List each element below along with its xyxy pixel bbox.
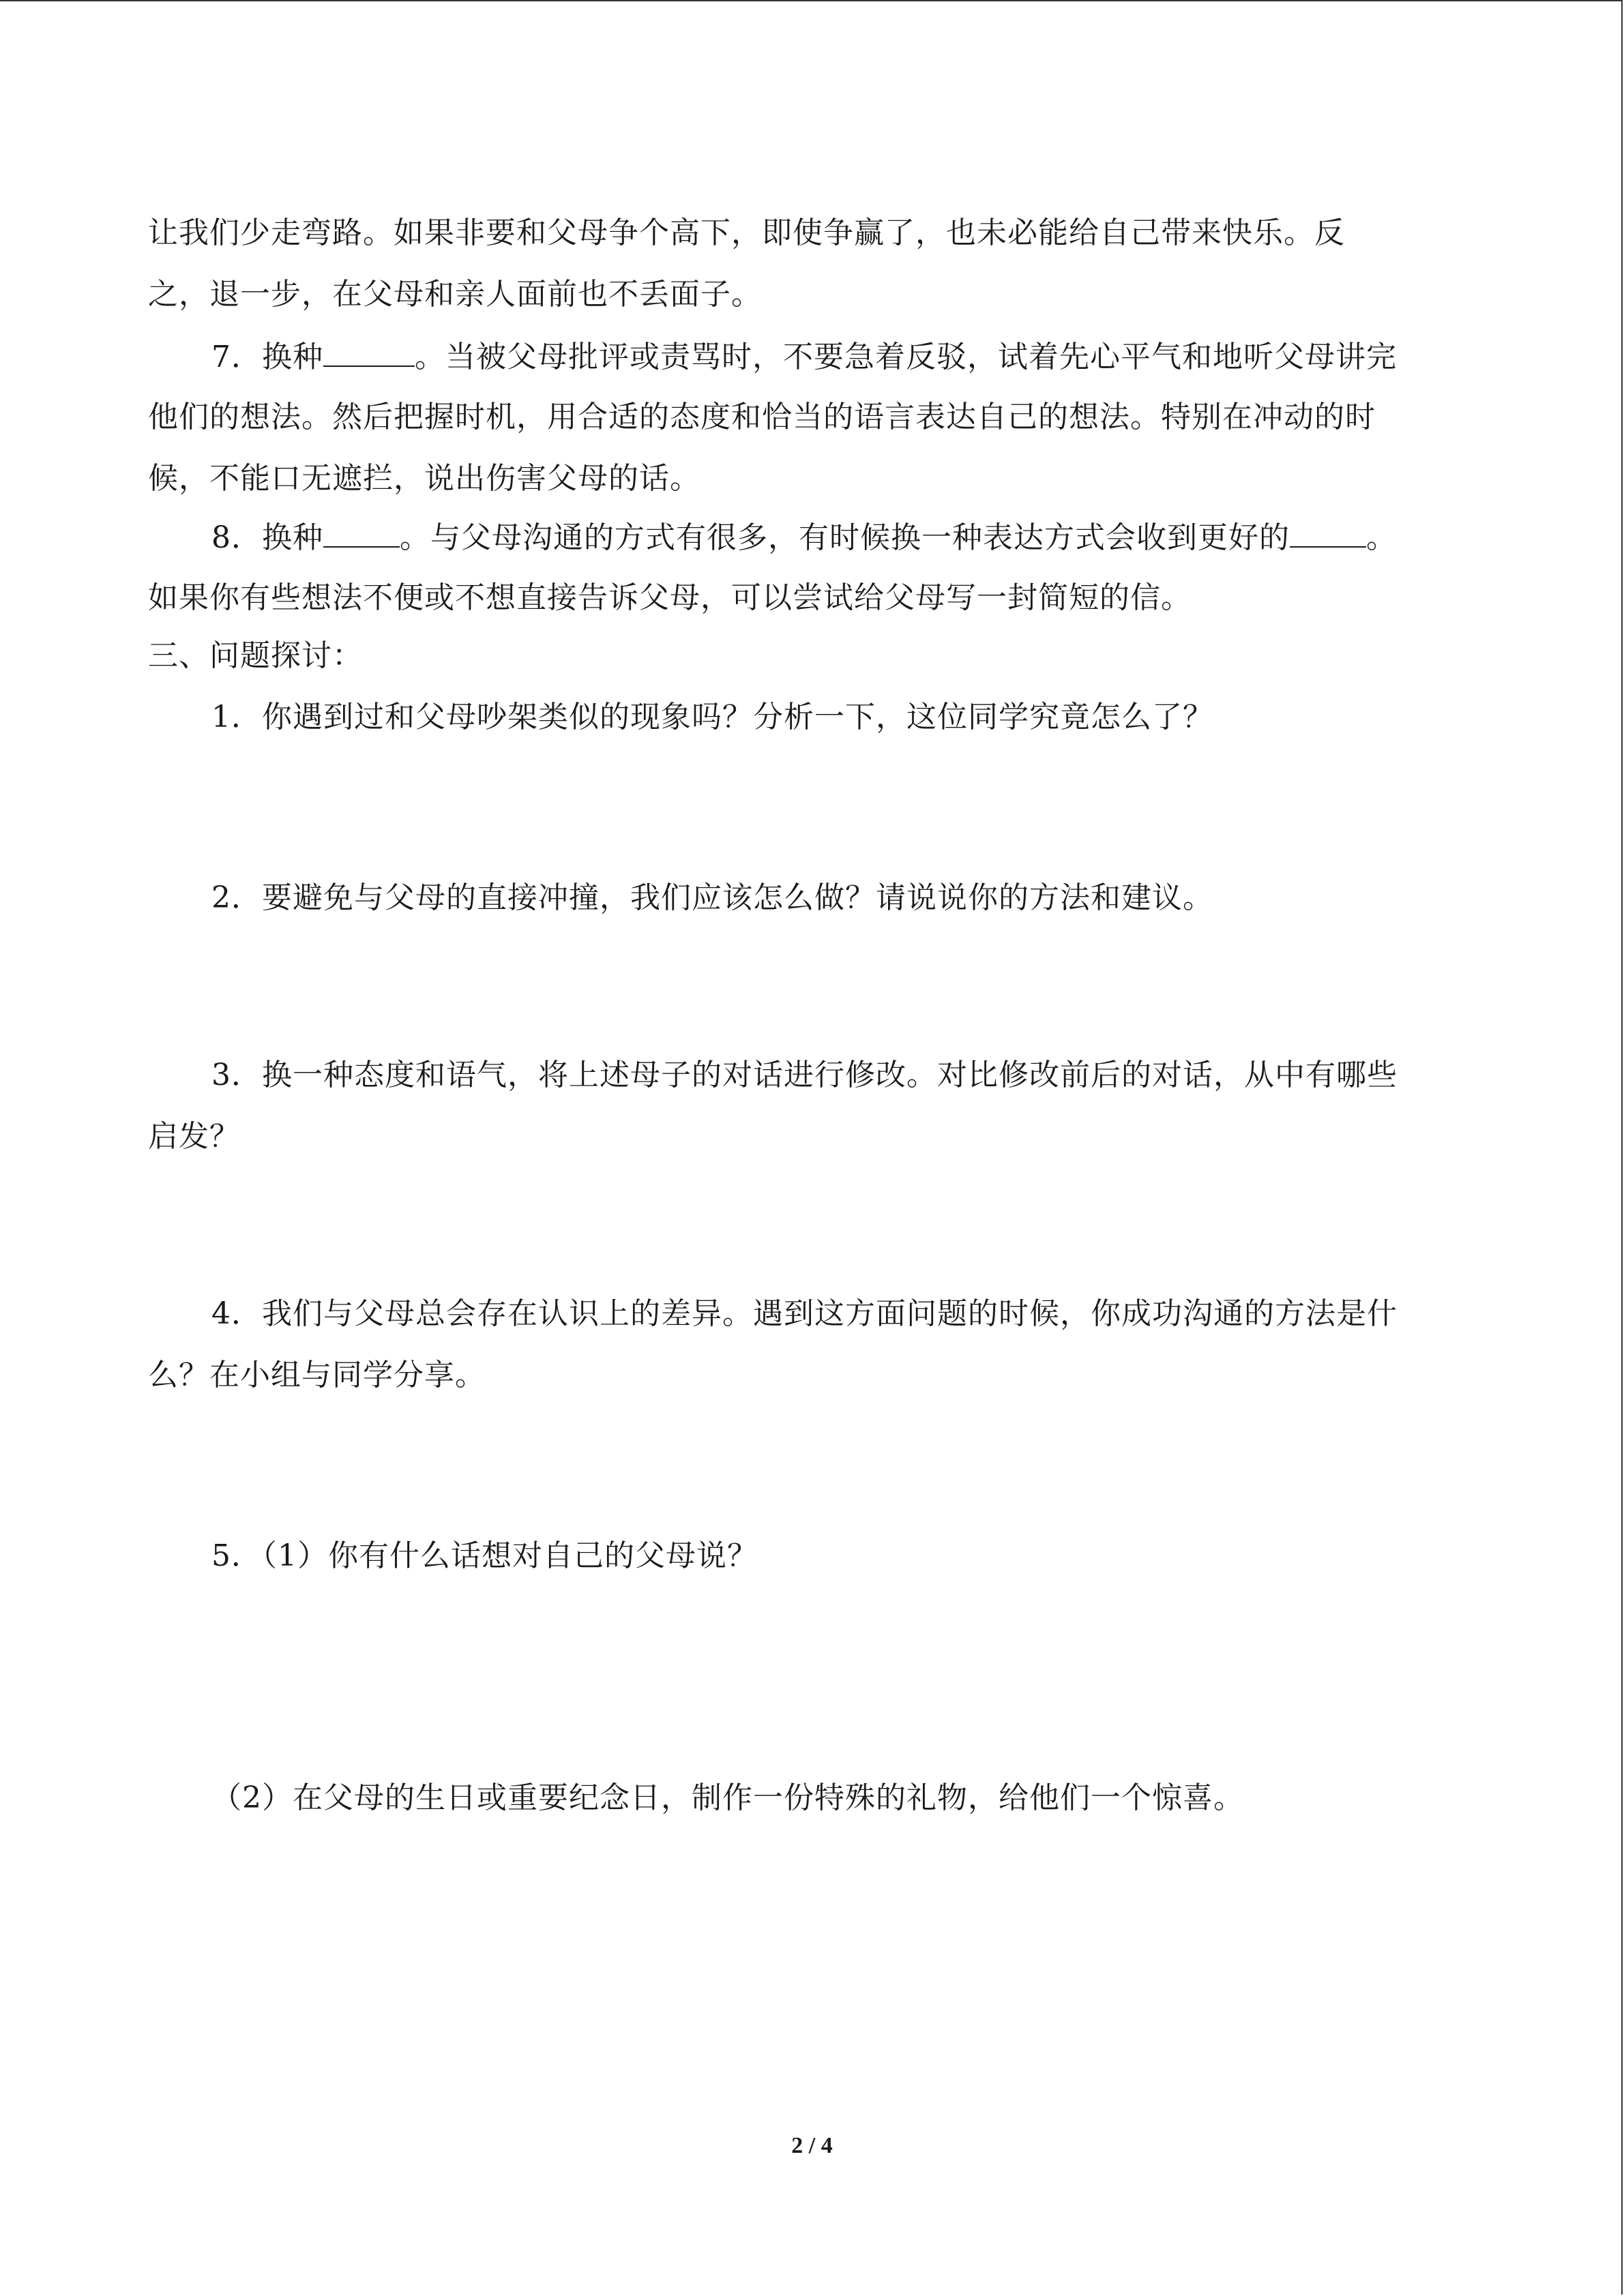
item-8-blank-1[interactable] (323, 516, 400, 548)
item-7-line-2: 他们的想法。然后把握时机，用合适的态度和恰当的语言表达自己的想法。特别在冲动的时 (148, 400, 1376, 434)
question-4-line-1: 4．我们与父母总会存在认识上的差异。遇到这方面问题的时候，你成功沟通的方法是什 (211, 1296, 1398, 1331)
item-7-suffix: 。当被父母批评或责骂时，不要急着反驳，试着先心平气和地听父母讲完 (415, 340, 1397, 374)
question-4-line-2: 么？在小组与同学分享。 (148, 1358, 486, 1392)
item-7-line-1 (211, 336, 1397, 378)
item-8-suffix: 。 (1366, 520, 1397, 555)
question-2: 2．要避免与父母的直接冲撞，我们应该怎么做？请说说你的方法和建议。 (211, 880, 1213, 915)
question-3-line-1: 3．换一种态度和语气，将上述母子的对话进行修改。对比修改前后的对话，从中有哪些 (211, 1058, 1398, 1092)
question-1: 1．你遇到过和父母吵架类似的现象吗？分析一下，这位同学究竟怎么了？ (211, 700, 1213, 734)
section-3-heading: 三、问题探讨： (148, 638, 363, 673)
item-8-line-1 (211, 516, 1397, 558)
page-number: 2 / 4 (791, 2133, 833, 2158)
item-8-blank-2[interactable] (1290, 516, 1366, 548)
item-8-line-2: 如果你有些想法不便或不想直接告诉父母，可以尝试给父母写一封简短的信。 (148, 580, 1192, 615)
item-7-prefix: 7．换种 (211, 340, 323, 374)
question-3-line-2: 启发？ (148, 1119, 240, 1154)
item-7-blank[interactable] (323, 336, 415, 367)
item-8-middle: 。与父母沟通的方式有很多，有时候换一种表达方式会收到更好的 (400, 520, 1290, 555)
item-8-prefix: 8．换种 (211, 520, 323, 555)
paragraph-continuation-line-2: 之，退一步，在父母和亲人面前也不丢面子。 (148, 277, 762, 312)
question-5-part-2: （2）在父母的生日或重要纪念日，制作一份特殊的礼物，给他们一个惊喜。 (211, 1780, 1244, 1815)
paragraph-continuation-line-1: 让我们少走弯路。如果非要和父母争个高下，即使争赢了，也未必能给自己带来快乐。反 (148, 215, 1345, 250)
item-7-line-3: 候，不能口无遮拦，说出伤害父母的话。 (148, 461, 700, 496)
question-5-part-1: 5．（1）你有什么话想对自己的父母说？ (211, 1538, 758, 1573)
